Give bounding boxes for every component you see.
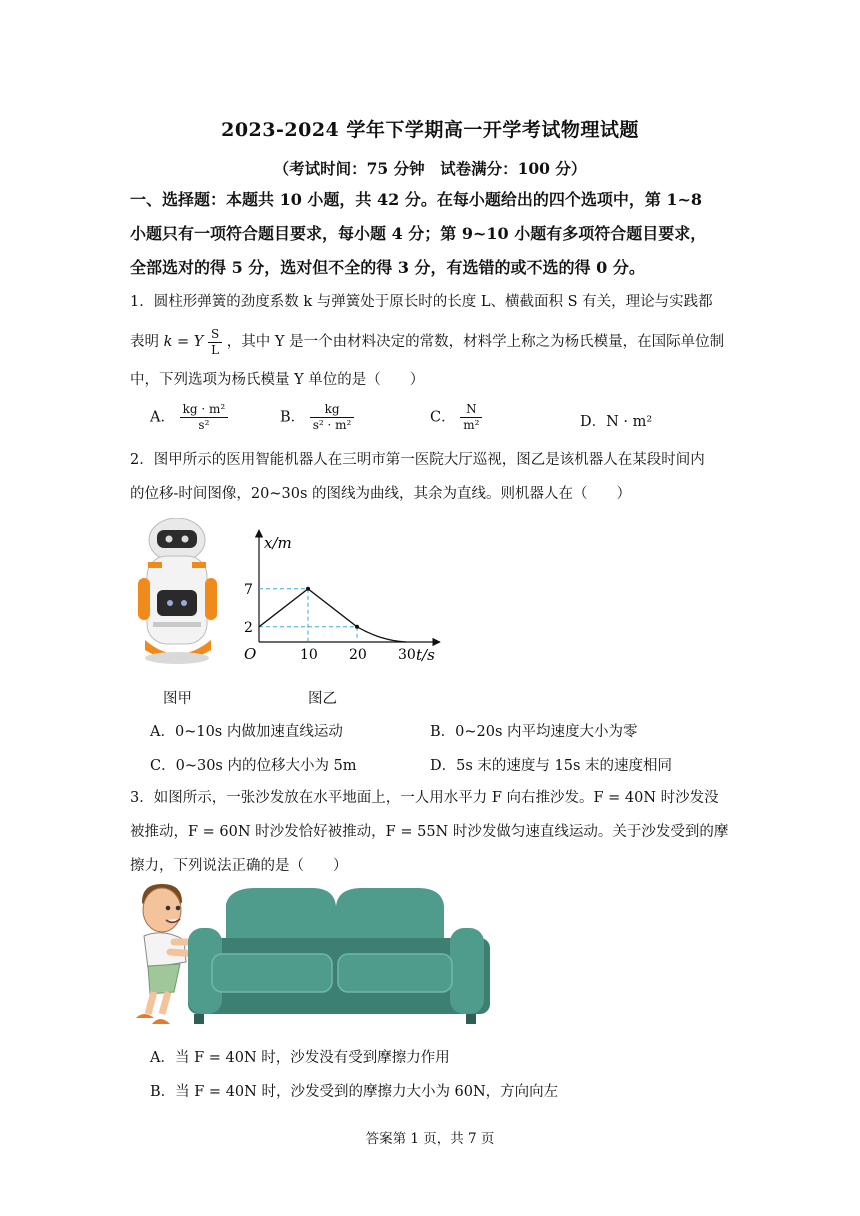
q3-option-a[interactable]: A．当 F = 40N 时，沙发没有受到摩擦力作用	[150, 1050, 450, 1066]
sofa-push-illustration	[130, 882, 490, 1034]
q2-line-1: 2．图甲所示的医用智能机器人在三明市第一医院大厅巡视，图乙是该机器人在某段时间内	[130, 452, 705, 468]
q2-line-2: 的位移-时间图像，20~30s 的图线为曲线，其余为直线。则机器人在（ ）	[130, 486, 631, 502]
exam-subtitle: （考试时间：75 分钟 试卷满分：100 分）	[273, 159, 587, 178]
y-tick-label: 7	[244, 581, 253, 598]
robot-figure	[135, 518, 220, 668]
q1-option-d[interactable]: D．N · m²	[580, 414, 653, 430]
q1-line-1: 1．圆柱形弹簧的劲度系数 k 与弹簧处于原长时的长度 L、横截面积 S 有关，理论与实践都	[130, 294, 713, 310]
q2-option-d[interactable]: D．5s 末的速度与 15s 末的速度相同	[430, 758, 673, 774]
q2-option-a[interactable]: A．0~10s 内做加速直线运动	[150, 724, 343, 740]
figure-a-label: 图甲	[163, 691, 192, 707]
xt-curve	[259, 589, 406, 642]
x-tick-label: 30	[398, 647, 416, 663]
section-line-2: 小题只有一项符合题目要求，每小题 4 分；第 9~10 小题有多项符合题目要求，	[130, 224, 707, 243]
sofa-figure	[188, 888, 490, 1024]
q1-option-b[interactable]: B． $\frac{kg}{\text{s² · m²}}$	[280, 402, 354, 433]
q3-option-b[interactable]: B．当 F = 40N 时，沙发受到的摩擦力大小为 60N，方向向左	[150, 1084, 559, 1100]
q3-line-2: 被推动，F = 60N 时沙发恰好被推动，F = 55N 时沙发做匀速直线运动。关于沙发受到的摩	[130, 824, 729, 840]
q3-line-1: 3．如图所示，一张沙发放在水平地面上，一人用水平力 F 向右推沙发。F = 40N 时沙发没	[130, 790, 719, 806]
q1-line-2-post: ，其中 Y 是一个由材料决定的常数，材料学上称之为杨氏模量，在国际单位制	[226, 334, 725, 350]
q1-formula-denominator: L	[211, 342, 220, 357]
q1-line-2	[130, 322, 724, 362]
y-axis-label: x/m	[264, 534, 292, 552]
y-tick-label: 2	[244, 619, 253, 636]
q1-formula-numerator: S	[208, 327, 222, 343]
page-footer: 答案第 1 页，共 7 页	[365, 1131, 495, 1147]
q1-option-c[interactable]: C． $\frac{N}{\text{m²}}$	[430, 402, 482, 433]
section-line-3: 全部选对的得 5 分，选对但不全的得 3 分，有选错的或不选的得 0 分。	[130, 258, 645, 277]
q1-option-a[interactable]: A． $\frac{\text{kg · m²}}{\text{s²}}$	[150, 402, 228, 433]
data-point-1	[306, 587, 310, 591]
q2-option-c[interactable]: C．0~30s 内的位移大小为 5m	[150, 758, 357, 774]
q1-formula-lhs: k = Y	[163, 334, 204, 350]
q3-line-3: 擦力，下列说法正确的是（ ）	[130, 858, 348, 874]
q2-option-b[interactable]: B．0~20s 内平均速度大小为零	[430, 724, 638, 740]
x-tick-label: 10	[300, 647, 318, 663]
x-tick-label: 20	[349, 647, 367, 663]
section-line-1: 一、选择题：本题共 10 小题，共 42 分。在每小题给出的四个选项中，第 1~8	[130, 190, 703, 209]
data-point-2	[355, 625, 359, 629]
figure-b-label: 图乙	[308, 691, 337, 707]
section-instructions	[130, 183, 735, 285]
x-axis-label: t/s	[416, 646, 435, 664]
origin-label: O	[244, 645, 257, 663]
q1-line-2-pre: 表明	[130, 334, 159, 350]
exam-title: 2023-2024 学年下学期高一开学考试物理试题	[221, 119, 639, 141]
q1-line-3: 中，下列选项为杨氏模量 Y 单位的是（ ）	[130, 372, 425, 388]
xt-graph	[236, 520, 446, 665]
q1-formula-fraction	[208, 327, 222, 358]
